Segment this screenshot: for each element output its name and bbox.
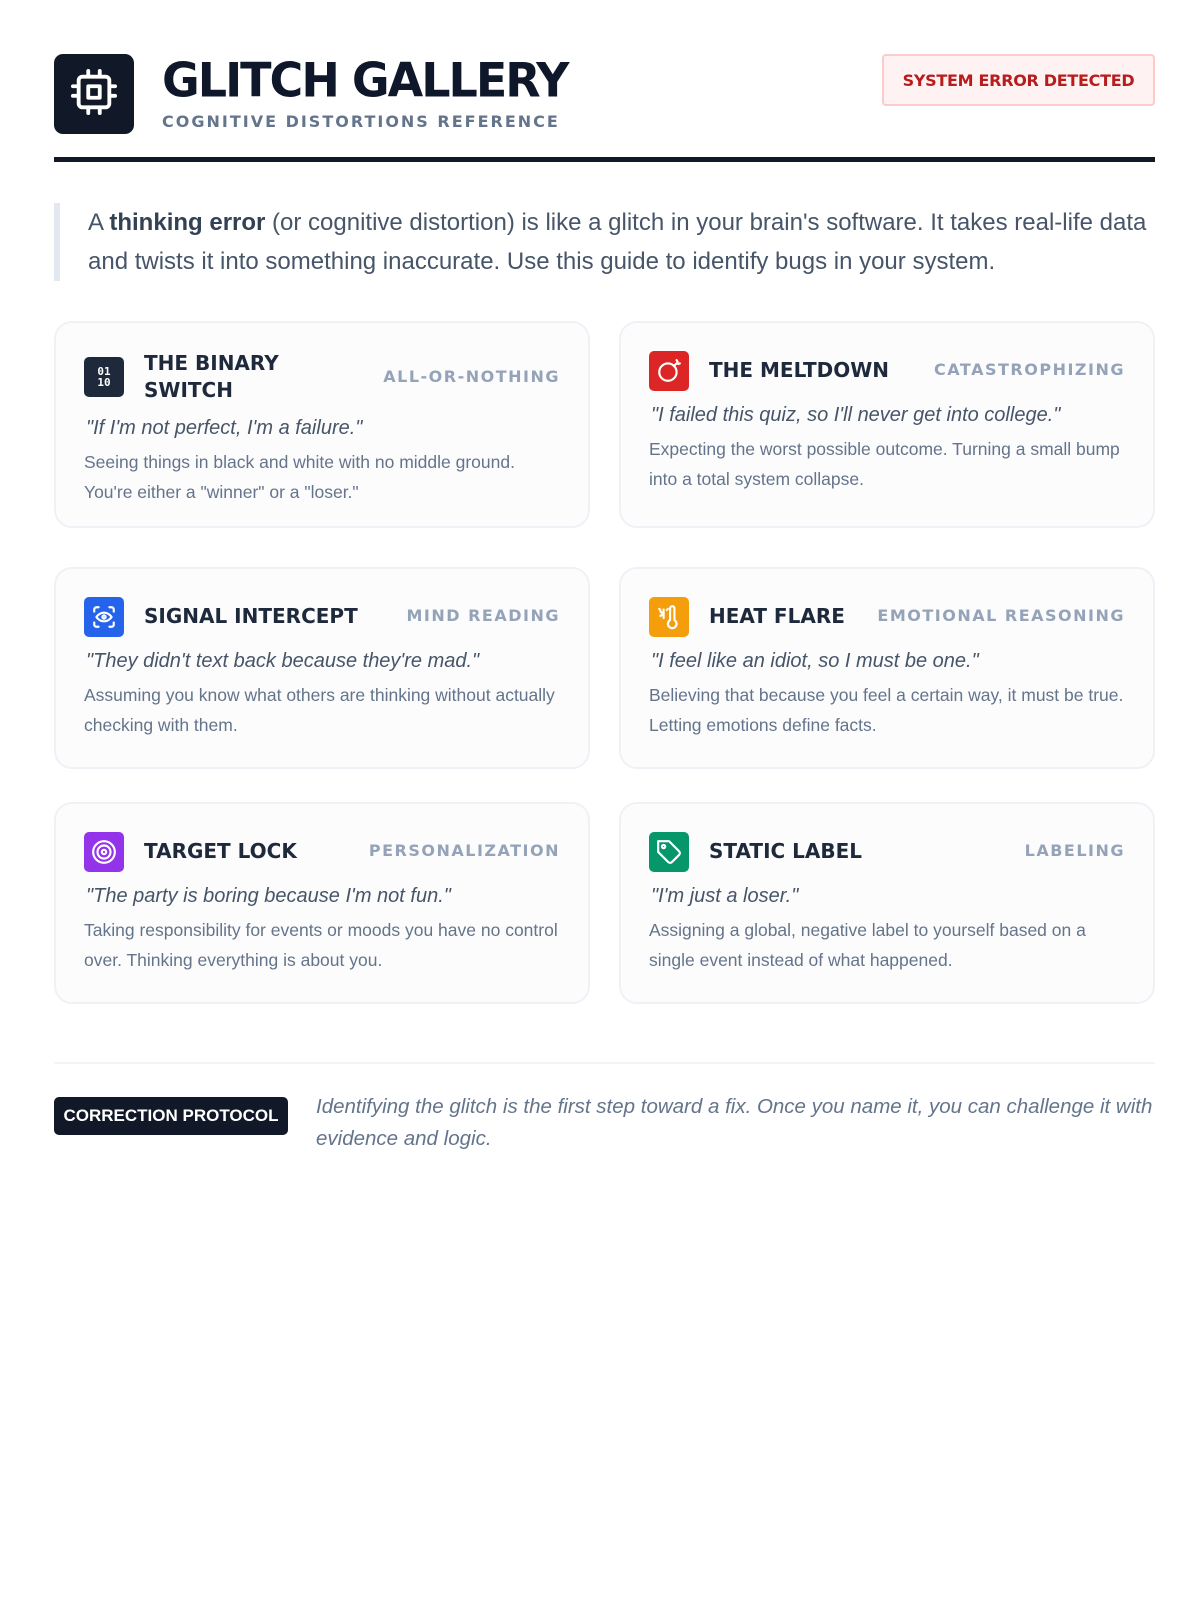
intro-prefix: A [88, 209, 110, 236]
binary-code-icon [84, 357, 124, 397]
card-title: HEAT FLARE [709, 604, 845, 628]
card-tag: PERSONALIZATION [368, 841, 560, 860]
system-error-badge: SYSTEM ERROR DETECTED [882, 54, 1155, 106]
card-tag: MIND READING [406, 606, 560, 625]
intro-highlight: thinking error [109, 209, 266, 236]
distortion-card-heat-flare [619, 567, 1155, 769]
page-header [54, 54, 1155, 164]
intro-body: (or cognitive distortion) is like a glitch in your brain's software. It takes real-life data and twists it into something inaccurate. Use this guide to identify bugs in your system. [88, 209, 1147, 275]
footer-note: Identifying the glitch is the first step toward a fix. Once you name it, you can challenge it with evidence and logic. [316, 1095, 1153, 1150]
page-subtitle: COGNITIVE DISTORTIONS REFERENCE [162, 112, 560, 131]
card-quote: "They didn't text back because they're mad." [86, 650, 480, 672]
distortion-card-meltdown [619, 321, 1155, 528]
card-title: TARGET LOCK [144, 839, 297, 863]
card-title: SIGNAL INTERCEPT [144, 604, 358, 628]
card-title: THE MELTDOWN [709, 358, 890, 382]
card-quote: "The party is boring because I'm not fun." [86, 885, 451, 907]
card-quote: "I failed this quiz, so I'll never get into college." [651, 404, 1061, 426]
distortion-card-target-lock [54, 802, 590, 1004]
distortion-card-binary-switch [54, 321, 590, 528]
card-description: Believing that because you feel a certain way, it must be true. Letting emotions define facts. [649, 685, 1124, 735]
card-tag: LABELING [1024, 841, 1125, 860]
card-tag: CATASTROPHIZING [934, 360, 1125, 379]
card-description: Expecting the worst possible outcome. Turning a small bump into a total system collapse. [649, 439, 1120, 489]
card-description: Taking responsibility for events or moods you have no control over. Thinking everything is about you. [84, 920, 558, 970]
card-tag: EMOTIONAL REASONING [877, 606, 1125, 625]
target-icon [84, 832, 124, 872]
card-description: Assigning a global, negative label to yourself based on a single event instead of what happened. [649, 920, 1086, 970]
logo [54, 54, 134, 134]
binary-code-glyph: 01 10 [97, 365, 111, 389]
intro-paragraph [54, 203, 1155, 281]
card-quote: "I feel like an idiot, so I must be one." [651, 650, 979, 672]
card-quote: "If I'm not perfect, I'm a failure." [86, 417, 363, 439]
card-tag: ALL-OR-NOTHING [383, 367, 560, 386]
correction-protocol-badge: CORRECTION PROTOCOL [54, 1097, 288, 1135]
card-description: Seeing things in black and white with no middle ground. You're either a "winner" or a "loser." [84, 452, 515, 502]
thermometer-sun-icon [649, 597, 689, 637]
scan-eye-icon [84, 597, 124, 637]
card-quote: "I'm just a loser." [651, 885, 799, 907]
distortion-card-static-label [619, 802, 1155, 1004]
distortion-card-signal-intercept [54, 567, 590, 769]
page-title: GLITCH GALLERY [162, 52, 568, 108]
cpu-chip-icon [71, 69, 117, 120]
header-divider [54, 157, 1155, 162]
card-description: Assuming you know what others are thinking without actually checking with them. [84, 685, 555, 735]
card-title: THE BINARY SWITCH [144, 351, 279, 402]
card-title: STATIC LABEL [709, 839, 863, 863]
tag-icon [649, 832, 689, 872]
bomb-icon [649, 351, 689, 391]
footer-divider [54, 1062, 1155, 1064]
